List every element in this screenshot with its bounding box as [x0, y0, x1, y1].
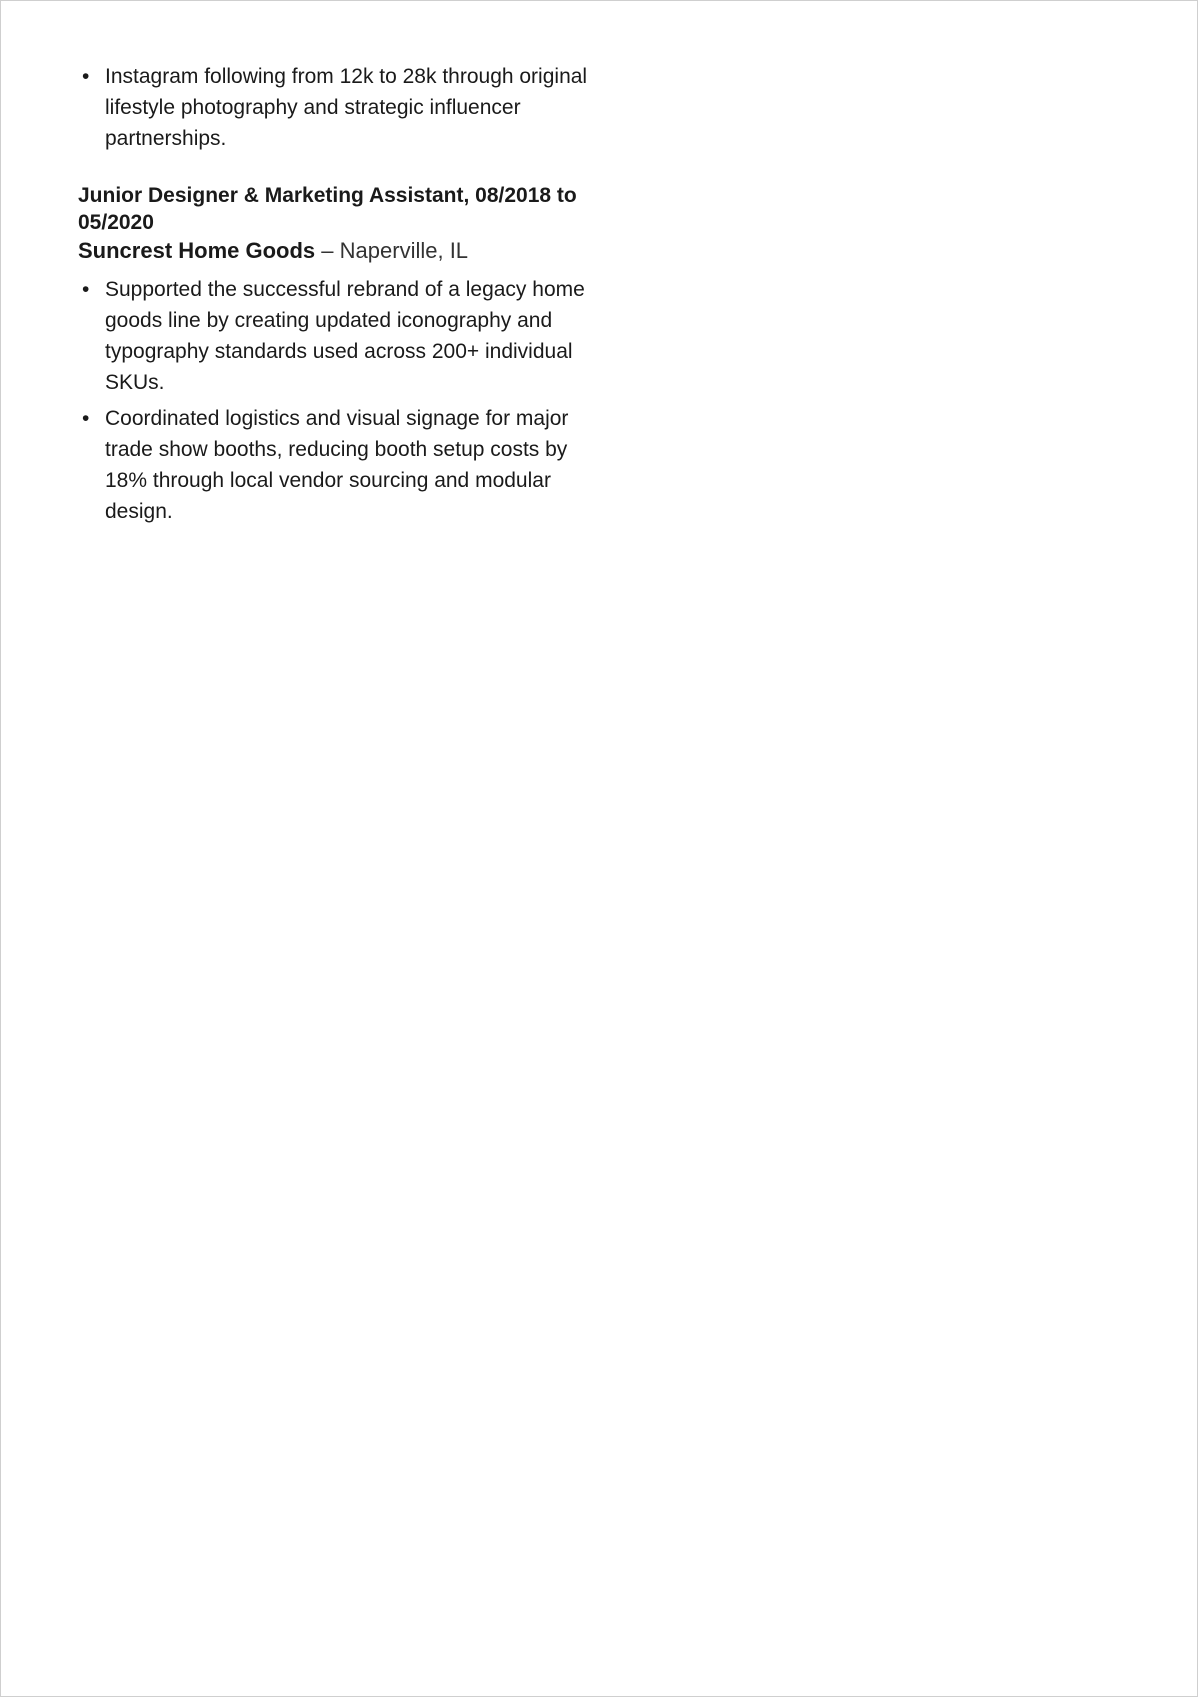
- resume-content: [78, 61, 588, 532]
- bullet-text: Supported the successful rebrand of a legacy home goods line by creating updated iconography and typography standards used across 200+ individual SKUs.: [105, 278, 585, 394]
- bullet-text: Instagram following from 12k to 28k through original lifestyle photography and strategic influencer partnerships.: [105, 65, 588, 150]
- list-item: [78, 274, 588, 398]
- company-name: Suncrest Home Goods: [78, 238, 316, 263]
- bullet-icon: •: [82, 407, 90, 430]
- separator: –: [321, 238, 334, 263]
- bullet-icon: •: [82, 278, 90, 301]
- job-entry: [78, 182, 588, 527]
- list-item: [78, 403, 588, 527]
- previous-job-bullets: [78, 61, 588, 154]
- list-item: [78, 61, 588, 154]
- job-title: Junior Designer & Marketing Assistant, 08/2018 to 05/2020: [78, 184, 577, 234]
- bullet-text: Coordinated logistics and visual signage for major trade show booths, reducing booth setup costs by 18% through local vendor sourcing and modular design.: [105, 407, 569, 523]
- job-location: Naperville, IL: [339, 238, 469, 263]
- bullet-icon: •: [82, 65, 90, 88]
- job-bullets: [78, 274, 588, 527]
- company-line: [78, 236, 588, 266]
